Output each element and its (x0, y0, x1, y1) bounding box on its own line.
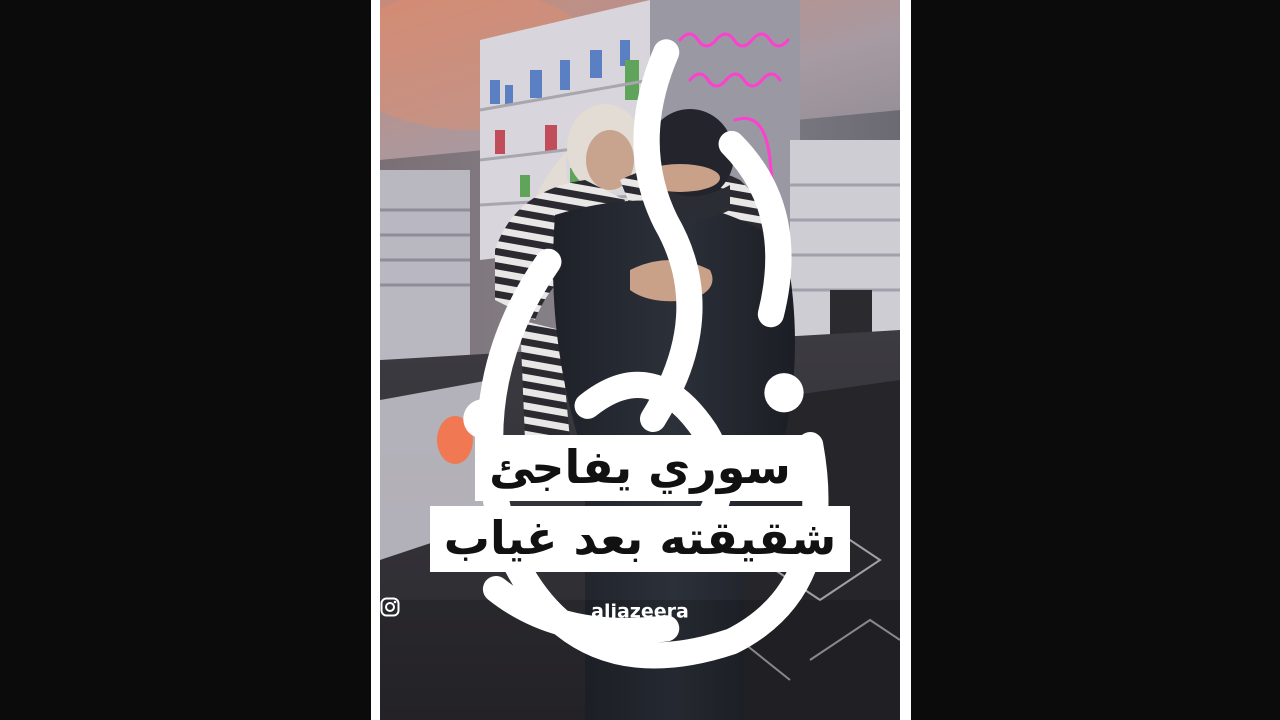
instagram-icon (380, 597, 400, 617)
social-handle (380, 597, 900, 626)
caption-line-2-container (380, 506, 900, 572)
caption-line-1: سوري يفاجئ (475, 435, 805, 501)
video-player[interactable] (380, 0, 900, 720)
social-handle-text: aljazeera (591, 600, 689, 623)
caption-line-1-container (380, 435, 900, 501)
caption-line-2: شقيقته بعد غياب (430, 506, 850, 572)
